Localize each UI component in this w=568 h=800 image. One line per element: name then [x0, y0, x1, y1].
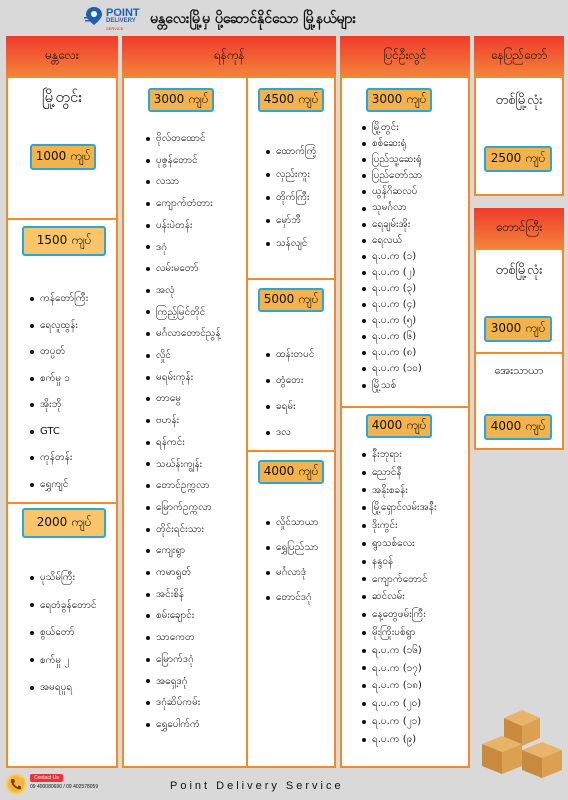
yangon-heading: ရန်ကုန် — [122, 36, 336, 78]
list-item: ထန်းတပင် — [276, 342, 314, 368]
list-item: ရွာသစ်လေး — [372, 535, 436, 553]
yangon-a-list — [142, 128, 221, 736]
list-item: ပြည်သူ့ဆေးရုံ — [372, 152, 422, 168]
list-item: မြို့သစ် — [372, 378, 422, 394]
mandalay-in-city-price: 1000 ကျပ် — [30, 144, 96, 170]
list-item: ဗိုလ်တထောင် — [156, 128, 221, 150]
list-item: ရ.ပ.က (၁) — [372, 249, 422, 265]
list-item: စွယ်တော် — [40, 619, 97, 647]
list-item: မင်္ဂလာဒုံ — [276, 560, 319, 585]
list-item: တောင်ဒဂုံ — [276, 585, 319, 610]
list-item: ပုဇွန်တောင် — [156, 150, 221, 172]
list-item: ရေတံခွန်တောင် — [40, 592, 97, 620]
list-item: ခရမ်း — [276, 394, 314, 420]
brand-tagline: SERVICE — [106, 26, 124, 31]
list-item: ရန်ကင်း — [156, 432, 221, 454]
list-item: လသာ — [156, 171, 221, 193]
header — [0, 0, 568, 36]
divider — [246, 450, 336, 452]
divider — [340, 406, 470, 408]
list-item: ရ.ပ.က (၂၀) — [372, 695, 436, 713]
list-item: ထောက်ကြံ့ — [276, 140, 316, 163]
yangon-a-price: 3000 ကျပ် — [148, 88, 214, 112]
list-item: နီးဘုရား — [372, 446, 436, 464]
naypyitaw-whole-city: တစ်မြို့လုံး — [495, 93, 543, 108]
list-item: တိုက်ကြီး — [276, 186, 316, 209]
yangon-c-list — [262, 342, 314, 446]
divider — [6, 502, 118, 504]
naypyitaw-heading: နေပြည်တော် — [474, 36, 564, 78]
list-item: တပ္ပတ် — [40, 339, 88, 366]
list-item: သာကေတ — [156, 627, 221, 649]
phone-numbers[interactable]: 09 400080690 / 09 402578059 — [30, 784, 99, 790]
list-item: ယွန်ဂိဆလပ် — [372, 184, 422, 200]
list-item: ဗဟန်း — [156, 410, 221, 432]
list-item: ကျေးရွာ — [156, 540, 221, 562]
mandalay-tier3-list — [26, 564, 97, 702]
list-item: အိုးဘို — [40, 392, 88, 419]
list-item: ကုန်တန်း — [40, 445, 88, 472]
list-item: ကြည့်မြင်တိုင် — [156, 302, 221, 324]
list-item: GTC — [40, 419, 88, 446]
list-item: ရ.ပ.က (၄) — [372, 297, 422, 313]
list-item: လှိုင်သာယာ — [276, 510, 319, 535]
list-item: ရ.ပ.က (၁၇) — [372, 660, 436, 678]
brand-subtitle: DELIVERY — [106, 18, 136, 24]
list-item: ဒလ — [276, 420, 314, 446]
list-item: ရေချမ်းအိုး — [372, 217, 422, 233]
list-item: ရ.ပ.က (၅) — [372, 313, 422, 329]
yangon-d-list — [262, 510, 319, 610]
mandalay-in-city-label: မြို့တွင်း — [41, 88, 83, 106]
yangon-d-price: 4000 ကျပ် — [258, 460, 324, 484]
list-item: တောင်ဥက္ကလာ — [156, 475, 221, 497]
list-item: ညောင်နီ — [372, 464, 436, 482]
list-item: ရ.ပ.က (၂) — [372, 265, 422, 281]
list-item: စစ်ဆေးရုံ — [372, 136, 422, 152]
list-item: ရွှေပြည်သာ — [276, 535, 319, 560]
yangon-b-list — [262, 140, 316, 255]
list-item: အနိုးစခန်း — [372, 482, 436, 500]
taunggyi-whole-city: တစ်မြို့လုံး — [495, 263, 543, 278]
list-item: စက်မှု ၂ — [40, 647, 97, 675]
list-item: လှည်းကူး — [276, 163, 316, 186]
list-item: တိုင်းရင်းသား — [156, 519, 221, 541]
list-item: အမရပူရ — [40, 674, 97, 702]
list-item: ရွှေပေါက်ကံ — [156, 714, 221, 736]
list-item: သုမင်္ဂလာ — [372, 200, 422, 216]
pyinoolwin-a-list — [358, 120, 422, 394]
mandalay-tier3-price: 2000 ကျပ် — [22, 508, 106, 538]
list-item: မြို့ရှောင်လမ်းအနီး — [372, 499, 436, 517]
list-item: မြောက်ဥက္ကလာ — [156, 497, 221, 519]
list-item: ရ.ပ.က (၂၁) — [372, 713, 436, 731]
list-item: စက်မှု ၁ — [40, 366, 88, 393]
divider — [246, 78, 248, 768]
list-item: ရ.ပ.က (၁၈) — [372, 677, 436, 695]
contact-badge: Contact Us — [30, 774, 63, 782]
pyinoolwin-b-list — [358, 446, 436, 749]
divider — [6, 218, 118, 220]
list-item: ရေလယ် — [372, 233, 422, 249]
parcel-boxes-illustration — [474, 700, 566, 780]
service-name: Point Delivery Service — [170, 780, 344, 792]
page-title: မန္တလေးမြို့မှ ပို့ဆောင်နိုင်သော မြို့နယ်များ — [150, 11, 357, 27]
list-item: ပန်းပဲတန်း — [156, 215, 221, 237]
list-item: ကန်တော်ကြီး — [40, 286, 88, 313]
yangon-b-price: 4500 ကျပ် — [258, 88, 324, 112]
list-item: တွံတေး — [276, 368, 314, 394]
list-item: ကျောက်တောင် — [372, 571, 436, 589]
list-item: မြို့တွင်း — [372, 120, 422, 136]
list-item: ရ.ပ.က (၁၀) — [372, 361, 422, 377]
phone-icon — [6, 774, 26, 794]
brand-logo — [84, 6, 144, 34]
list-item: လှိုင် — [156, 345, 221, 367]
naypyitaw-price: 2500 ကျပ် — [484, 146, 552, 172]
list-item: မရမ်းကုန်း — [156, 367, 221, 389]
list-item: ရ.ပ.က (၃) — [372, 281, 422, 297]
list-item: ရွှေကျင် — [40, 472, 88, 499]
location-pin-icon — [84, 6, 104, 26]
list-item: အင်းစိန် — [156, 584, 221, 606]
list-item: ရ.ပ.က (၈) — [372, 345, 422, 361]
yangon-c-price: 5000 ကျပ် — [258, 288, 324, 312]
mandalay-tier2-price: 1500 ကျပ် — [22, 226, 106, 256]
divider — [246, 278, 336, 280]
list-item: အလုံ — [156, 280, 221, 302]
list-item: ရ.ပ.က (၁၆) — [372, 642, 436, 660]
list-item: ကမာရွတ် — [156, 562, 221, 584]
list-item: နေ့တွေဖမ်းကြီး — [372, 606, 436, 624]
list-item: ဆင်လမ်း — [372, 588, 436, 606]
list-item: ရ.ပ.က (၉) — [372, 731, 436, 749]
taunggyi-extra-price: 4000 ကျပ် — [484, 414, 552, 440]
list-item: သန်လျင် — [276, 232, 316, 255]
list-item: ဒဂုံ — [156, 237, 221, 259]
taunggyi-extra-label: အေးသာယာ — [494, 364, 544, 377]
list-item: မိုးကြိုးပစ်ရွာ — [372, 624, 436, 642]
footer — [0, 772, 568, 800]
list-item: ပုသိမ်ကြီး — [40, 564, 97, 592]
list-item: ဒိုးကွင်း — [372, 517, 436, 535]
list-item: ဒဂုံဆိပ်ကမ်း — [156, 692, 221, 714]
list-item: မြောက်ဒဂုံ — [156, 649, 221, 671]
taunggyi-price: 3000 ကျပ် — [484, 316, 552, 342]
mandalay-heading: မန္တလေး — [6, 36, 118, 78]
list-item: ပြည်တော်သာ — [372, 168, 422, 184]
pyinoolwin-a-price: 3000 ကျပ် — [366, 88, 432, 112]
list-item: ကျောက်တံတား — [156, 193, 221, 215]
mandalay-tier2-list — [26, 286, 88, 498]
list-item: စမ်းချောင်း — [156, 605, 221, 627]
pyinoolwin-heading: ပြင်ဦးလွင် — [340, 36, 470, 78]
list-item: ရ.ပ.က (၆) — [372, 329, 422, 345]
brand-name: POINT — [106, 7, 140, 19]
list-item: ရေလူထွန်း — [40, 313, 88, 340]
list-item: လမ်းမတော် — [156, 258, 221, 280]
pyinoolwin-b-price: 4000 ကျပ် — [366, 414, 432, 438]
taunggyi-heading: တောင်ကြီး — [474, 208, 564, 250]
list-item: မှော်ဘီ — [276, 209, 316, 232]
list-item: သဃ်န်းကျွန်း — [156, 454, 221, 476]
list-item: အရှေ့ဒဂုံ — [156, 671, 221, 693]
divider — [474, 352, 564, 354]
list-item: မင်္ဂလာတောင်ညွန့် — [156, 323, 221, 345]
list-item: တာမွေ — [156, 388, 221, 410]
list-item: နန္ဒဝန် — [372, 553, 436, 571]
